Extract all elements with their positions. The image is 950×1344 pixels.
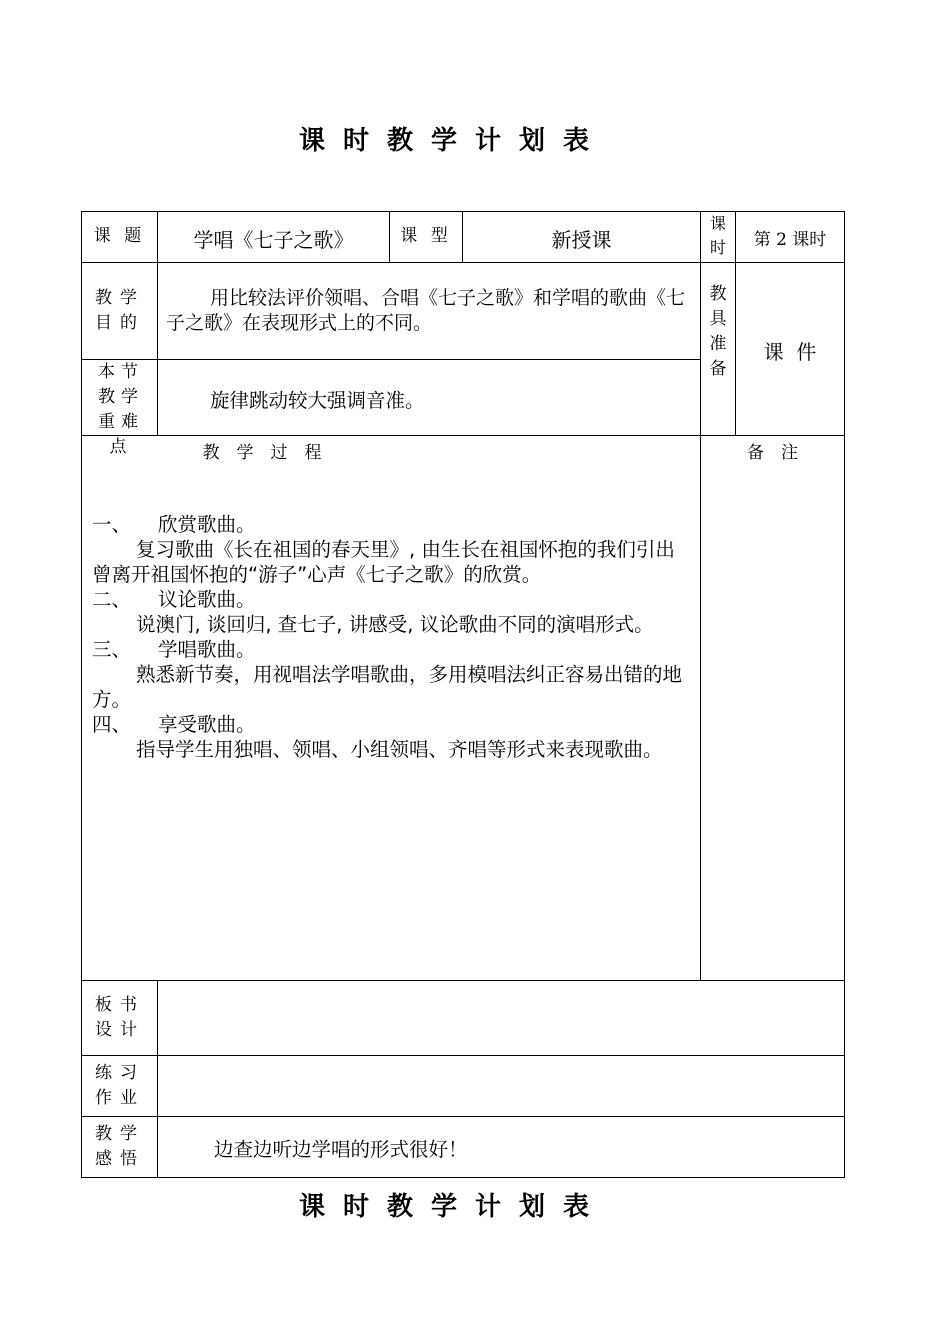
section-text: 熟悉新节奏，用视唱法学唱歌曲，多用模唱法纠正容易出错的地方。	[92, 663, 683, 711]
notes-label: 备 注	[747, 443, 798, 463]
process-label: 教 学 过 程	[202, 443, 322, 463]
section-number: 一、	[92, 513, 132, 536]
section-title: 议论歌曲。	[158, 588, 256, 611]
reflection-text: 边查边听边学唱的形式很好！	[214, 1138, 468, 1161]
process-section	[92, 512, 692, 587]
process-body	[92, 512, 692, 762]
objective-label: 教学目的	[95, 288, 145, 333]
period-value: 第 2 课时	[753, 230, 827, 250]
section-title: 学唱歌曲。	[158, 638, 256, 661]
section-heading	[92, 512, 692, 537]
tools-label: 教具准备	[709, 284, 727, 379]
homework-label: 练习作业	[95, 1063, 145, 1108]
section-heading	[92, 587, 692, 612]
section-title: 欣赏歌曲。	[158, 513, 256, 536]
board-design-label: 板书设计	[95, 995, 145, 1040]
process-section	[92, 712, 692, 762]
tools-value: 课 件	[763, 340, 817, 364]
difficulty-label: 本节教学重难点	[98, 362, 144, 457]
section-text: 指导学生用独唱、领唱、小组领唱、齐唱等形式来表现歌曲。	[136, 738, 663, 761]
period-label: 课时	[709, 214, 726, 257]
section-text: 说澳门, 谈回归, 查七子, 讲感受, 议论歌曲不同的演唱形式。	[136, 613, 654, 636]
objective-text: 用比较法评价领唱、合唱《七子之歌》和学唱的歌曲《七子之歌》在表现形式上的不同。	[166, 287, 686, 334]
type-label: 课 型	[400, 226, 452, 246]
process-section	[92, 637, 692, 712]
section-heading	[92, 637, 692, 662]
type-value: 新授课	[551, 228, 612, 252]
topic-value: 学唱《七子之歌》	[193, 228, 354, 252]
topic-label: 课 题	[93, 226, 146, 246]
section-number: 三、	[92, 638, 132, 661]
page-title: 课时教学计划表	[298, 126, 607, 156]
section-number: 二、	[92, 588, 132, 611]
reflection-label: 教学感悟	[95, 1124, 145, 1169]
section-text: 复习歌曲《长在祖国的春天里》, 由生长在祖国怀抱的我们引出曾离开祖国怀抱的“游子”心声《七子之歌》的欣赏。	[92, 538, 675, 586]
section-title: 享受歌曲。	[158, 713, 256, 736]
next-page-title: 课时教学计划表	[298, 1192, 607, 1222]
process-section	[92, 587, 692, 637]
section-heading	[92, 712, 692, 737]
difficulty-text: 旋律跳动较大强调音准。	[210, 389, 425, 412]
section-number: 四、	[92, 713, 132, 736]
